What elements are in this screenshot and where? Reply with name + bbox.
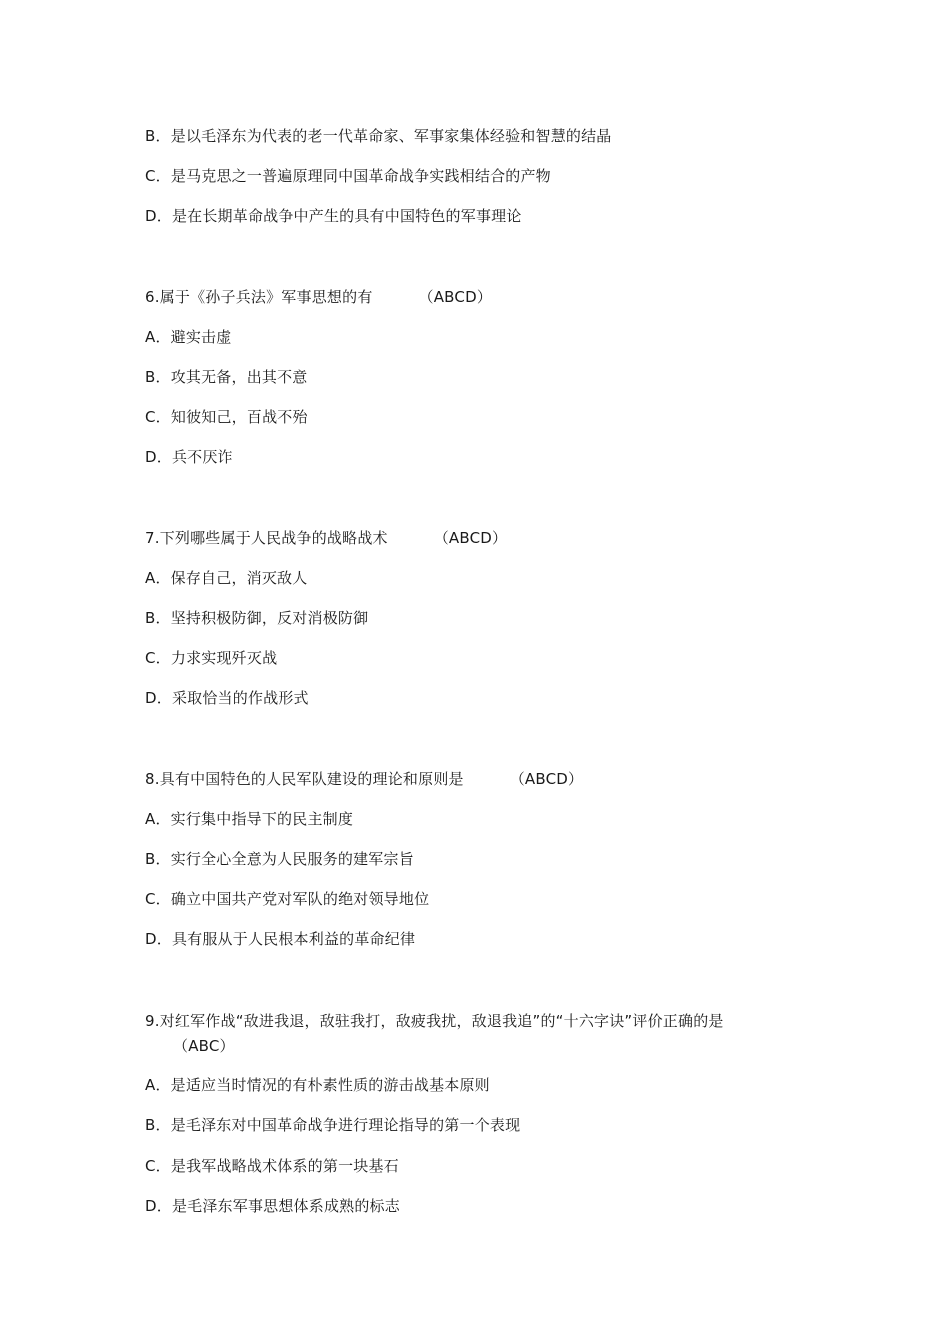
- question-6-stem: [145, 287, 492, 307]
- option-c: C．确立中国共产党对军队的绝对领导地位: [145, 890, 430, 908]
- option-d: D．兵不厌诈: [145, 448, 233, 466]
- option-b: B．是以毛泽东为代表的老一代革命家、军事家集体经验和智慧的结晶: [145, 127, 612, 145]
- question-9-stem: 9.对红军作战“敌进我退，敌驻我打，敌疲我扰，敌退我追”的“十六字诀”评价正确的是: [145, 1012, 724, 1030]
- question-8-stem: [145, 769, 583, 789]
- option-d: D．采取恰当的作战形式: [145, 689, 309, 707]
- question-stem-text: 7.下列哪些属于人民战争的战略战术: [145, 529, 388, 547]
- option-b: B．攻其无备，出其不意: [145, 368, 308, 386]
- question-stem-text: 8.具有中国特色的人民军队建设的理论和原则是: [145, 770, 464, 788]
- answer-key: （ABCD）: [509, 770, 584, 788]
- option-d: D．具有服从于人民根本利益的革命纪律: [145, 930, 416, 948]
- option-c: C．是马克思之一普遍原理同中国革命战争实践相结合的产物: [145, 167, 551, 185]
- answer-key: （ABCD）: [418, 288, 493, 306]
- option-d: D．是在长期革命战争中产生的具有中国特色的军事理论: [145, 207, 522, 225]
- answer-key: （ABCD）: [433, 529, 508, 547]
- option-b: B．实行全心全意为人民服务的建军宗旨: [145, 850, 414, 868]
- option-c: C．力求实现歼灭战: [145, 649, 278, 667]
- option-b: B．是毛泽东对中国革命战争进行理论指导的第一个表现: [145, 1116, 521, 1134]
- option-c: C．是我军战略战术体系的第一块基石: [145, 1157, 399, 1175]
- answer-key: （ABC）: [173, 1037, 235, 1055]
- option-b: B．坚持积极防御，反对消极防御: [145, 609, 369, 627]
- option-c: C．知彼知己，百战不殆: [145, 408, 308, 426]
- option-a: A．避实击虚: [145, 328, 232, 346]
- question-stem-text: 6.属于《孙子兵法》军事思想的有: [145, 288, 373, 306]
- option-a: A．是适应当时情况的有朴素性质的游击战基本原则: [145, 1076, 490, 1094]
- option-d: D．是毛泽东军事思想体系成熟的标志: [145, 1197, 400, 1215]
- option-a: A．实行集中指导下的民主制度: [145, 810, 354, 828]
- option-a: A．保存自己，消灭敌人: [145, 569, 308, 587]
- question-7-stem: [145, 528, 507, 548]
